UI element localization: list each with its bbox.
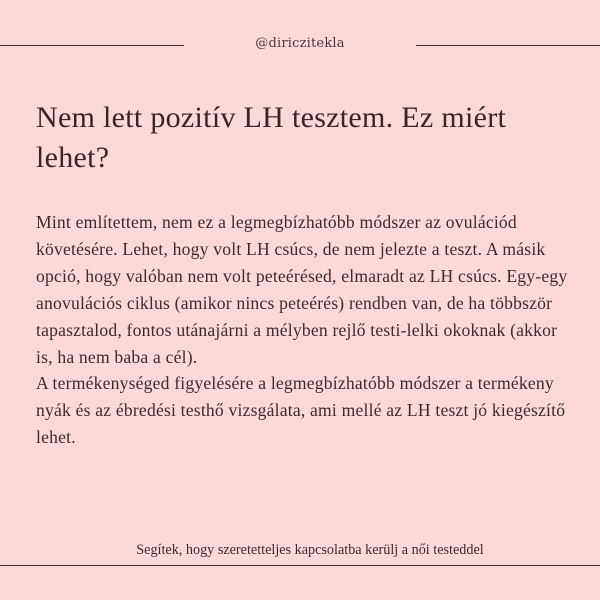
body-paragraph-2: A termékenységed figyelésére a legmegbízhatóbb módszer a termékeny nyák és az ébredési testhő vizsgálata, ami mellé az LH teszt jó kiegészítő lehet. [36,373,566,448]
post-body [36,209,574,451]
body-paragraph-1: Mint említettem, nem ez a legmegbízhatóbb módszer az ovulációd követésére. Lehet, hogy volt LH csúcs, de nem jelezte a teszt. A másik opció, hogy valóban nem volt peteérésed, elmaradt az LH csúcs. Egy-egy anovulációs ciklus (amikor nincs peteérés) rendben van, de ha többször tapasztalod, fontos utánajárni a mélyben rejlő testi-lelki okoknak (akkor is, ha nem baba a cél). [36,212,568,367]
bottom-divider [0,565,600,566]
author-handle: @diriczitekla [255,36,345,51]
top-right-divider [416,45,600,46]
post-title: Nem lett pozitív LH tesztem. Ez miért lehet? [36,101,507,174]
footer-tagline: Segítek, hogy szeretetteljes kapcsolatba kerülj a női testeddel [136,542,484,558]
